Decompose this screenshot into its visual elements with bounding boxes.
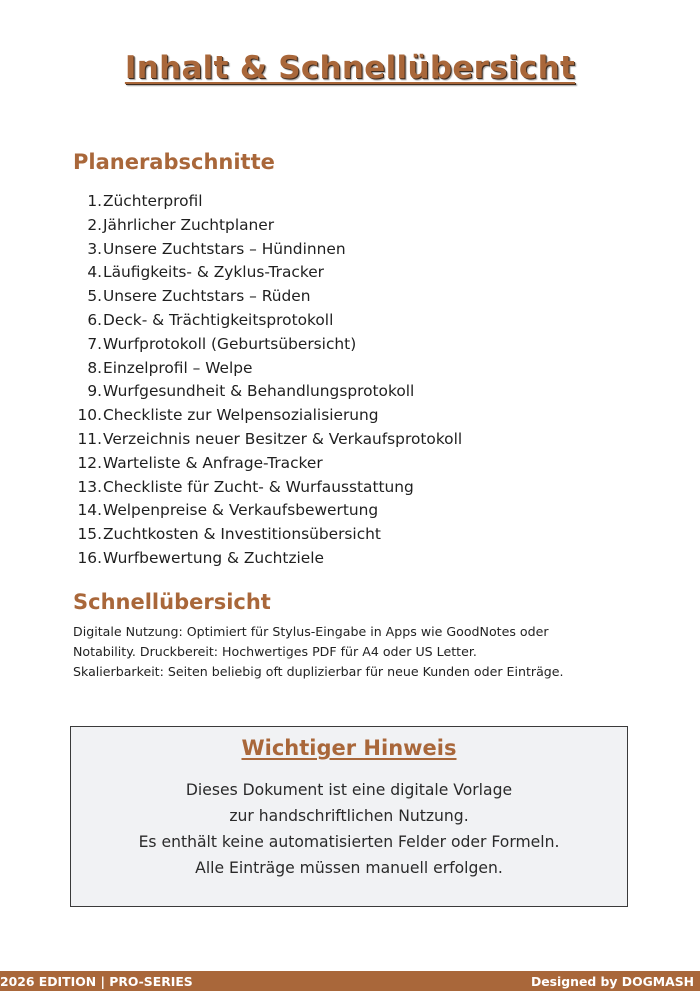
notice-line: Es enthält keine automatisierten Felder oder Formeln. (138, 833, 560, 851)
list-item-label: Einzelprofil – Welpe (103, 358, 253, 377)
list-item-number: 8. (87, 358, 102, 377)
list-item-label: Warteliste & Anfrage-Tracker (103, 453, 323, 472)
list-item-label: Welpenpreise & Verkaufsbewertung (103, 501, 379, 520)
list-item-label: Unsere Zuchtstars – Hündinnen (103, 239, 346, 258)
notice-text (71, 777, 627, 881)
list-item-number: 10. (77, 406, 102, 425)
list-item-number: 14. (77, 501, 102, 520)
list-item-number: 11. (77, 429, 102, 448)
list-item-number: 4. (87, 263, 102, 282)
list-item-label: Verzeichnis neuer Besitzer & Verkaufsprotokoll (103, 429, 463, 448)
list-item-number: 3. (87, 239, 102, 258)
list-item (0, 261, 620, 285)
notice-title: Wichtiger Hinweis (241, 736, 457, 760)
list-item-label: Deck- & Trächtigkeitsprotokoll (103, 310, 334, 329)
list-item-label: Wurfbewertung & Zuchtziele (103, 548, 325, 567)
footer-edition: 2026 EDITION | PRO-SERIES (0, 973, 193, 989)
list-item (0, 285, 620, 309)
list-item-number: 9. (87, 382, 102, 401)
list-item-label: Wurfprotokoll (Geburtsübersicht) (103, 334, 357, 353)
notice-line: Alle Einträge müssen manuell erfolgen. (195, 859, 503, 877)
list-item (0, 404, 620, 428)
list-item-label: Checkliste zur Welpensozialisierung (103, 406, 379, 425)
list-item (0, 523, 620, 547)
list-item (0, 190, 620, 214)
list-item-number: 12. (77, 453, 102, 472)
list-item (0, 547, 620, 571)
list-item (0, 380, 620, 404)
list-item-label: Läufigkeits- & Zyklus-Tracker (103, 263, 324, 282)
list-item-number: 7. (87, 334, 102, 353)
quick-overview-line: Digitale Nutzung: Optimiert für Stylus-Eingabe in Apps wie GoodNotes oder (73, 624, 549, 639)
list-item (0, 452, 620, 476)
list-item-label: Wurfgesundheit & Behandlungsprotokoll (103, 382, 415, 401)
list-item (0, 428, 620, 452)
notice-box (70, 726, 628, 907)
list-item-label: Züchterprofil (103, 192, 203, 210)
quick-overview-line: Skalierbarkeit: Seiten beliebig oft duplizierbar für neue Kunden oder Einträge. (73, 664, 564, 679)
list-item-label: Zuchtkosten & Investitionsübersicht (103, 525, 381, 544)
footer-credit: Designed by DOGMASH (530, 973, 694, 989)
sections-heading: Planerabschnitte (73, 150, 275, 174)
list-item-label: Checkliste für Zucht- & Wurfausstattung (103, 477, 414, 496)
list-item-number: 1. (87, 192, 102, 210)
list-item-label: Unsere Zuchtstars – Rüden (103, 287, 311, 306)
footer-bar (0, 971, 700, 991)
quick-overview-heading: Schnellübersicht (73, 590, 271, 614)
list-item (0, 476, 620, 500)
list-item (0, 357, 620, 381)
list-item-number: 5. (87, 287, 102, 306)
notice-line: Dieses Dokument ist eine digitale Vorlage (185, 781, 513, 799)
list-item-number: 2. (87, 215, 102, 234)
notice-line: zur handschriftlichen Nutzung. (229, 807, 469, 825)
list-item-label: Jährlicher Zuchtplaner (103, 215, 275, 234)
quick-overview-text (73, 622, 673, 682)
quick-overview-line: Notability. Druckbereit: Hochwertiges PDF für A4 oder US Letter. (73, 644, 477, 659)
page-title: Inhalt & Schnellübersicht (124, 50, 576, 86)
list-item (0, 333, 620, 357)
list-item-number: 13. (77, 477, 102, 496)
list-item (0, 238, 620, 262)
list-item-number: 15. (77, 525, 102, 544)
list-item (0, 214, 620, 238)
sections-list (0, 190, 620, 571)
list-item-number: 16. (77, 548, 102, 567)
list-item-number: 6. (87, 310, 102, 329)
list-item (0, 499, 620, 523)
list-item (0, 309, 620, 333)
